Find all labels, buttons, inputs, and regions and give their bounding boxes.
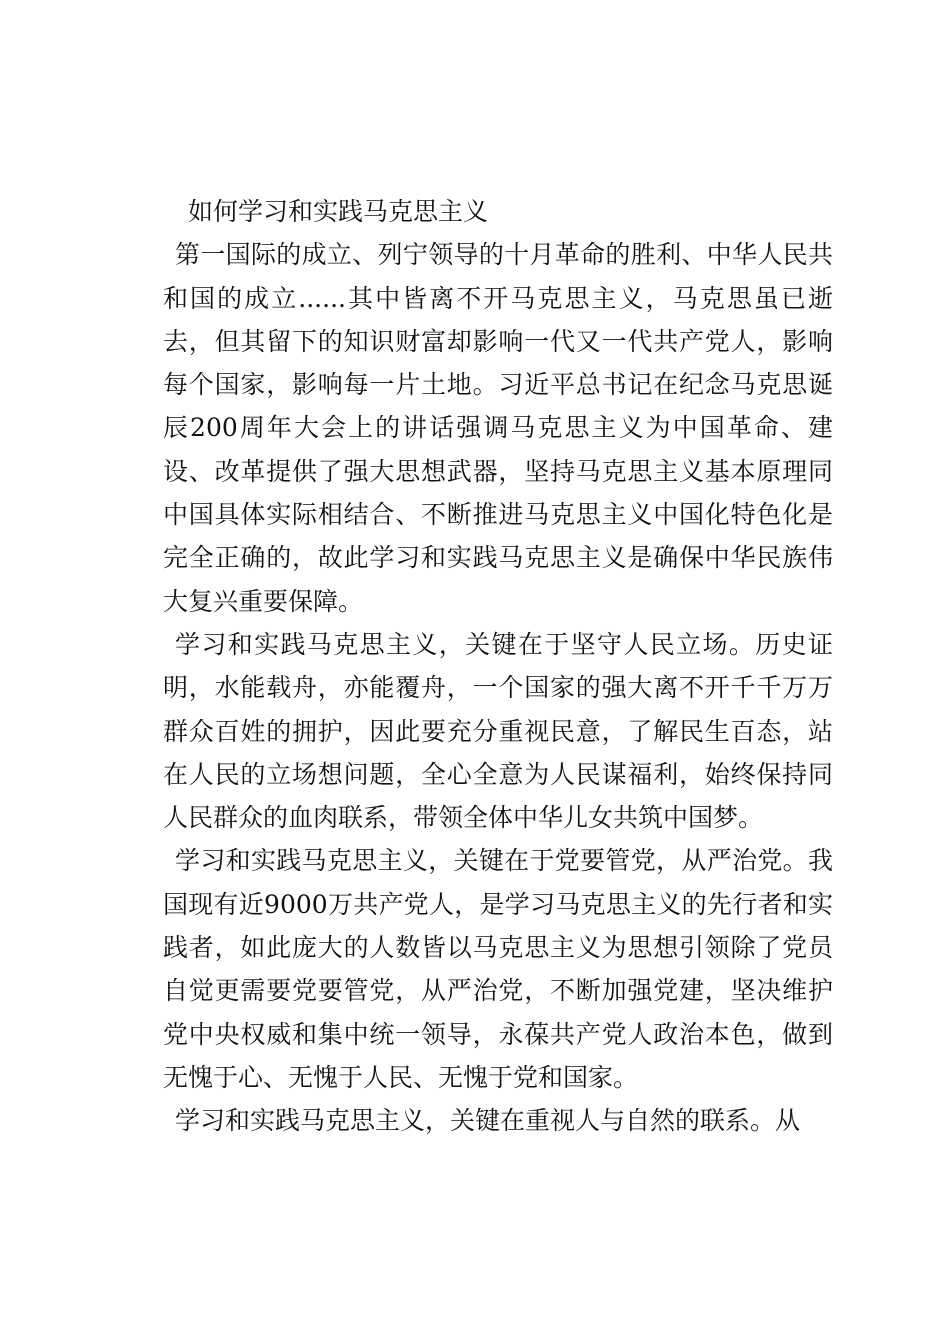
paragraph-party-discipline: 学习和实践马克思主义，关键在于党要管党，从严治党。我国现有近9000万共产党人，是学习马克思主义的先行者和实践者，如此庞大的人数皆以马克思主义为思想引领除了党员自觉更需要党要管党，从严治党，不断加强党建，坚决维护党中央权威和集中统一领导，永葆共产党人政治本色，做到无愧于心、无愧于人民、无愧于党和国家。 [163,846,833,1092]
document-body [163,190,833,1143]
paragraph-intro: 第一国际的成立、列宁领导的十月革命的胜利、中华人民共和国的成立......其中皆离不开马克思主义，马克思虽已逝去，但其留下的知识财富却影响一代又一代共产党人，影响每个国家，影响每一片土地。习近平总书记在纪念马克思诞辰200周年大会上的讲话强调马克思主义为中国革命、建设、改革提供了强大思想武器，坚持马克思主义基本原理同中国具体实际相结合、不断推进马克思主义中国化特色化是完全正确的，故此学习和实践马克思主义是确保中华民族伟大复兴重要保障。 [163,240,833,616]
paragraph-nature: 学习和实践马克思主义，关键在重视人与自然的联系。从 [175,1106,801,1136]
paragraph-people-stance: 学习和实践马克思主义，关键在于坚守人民立场。历史证明，水能载舟，亦能覆舟，一个国家的强大离不开千千万万群众百姓的拥护，因此要充分重视民意，了解民生百态，站在人民的立场想问题，全心全意为人民谋福利，始终保持同人民群众的血肉联系，带领全体中华儿女共筑中国梦。 [163,629,833,833]
document-title: 如何学习和实践马克思主义 [188,197,489,226]
